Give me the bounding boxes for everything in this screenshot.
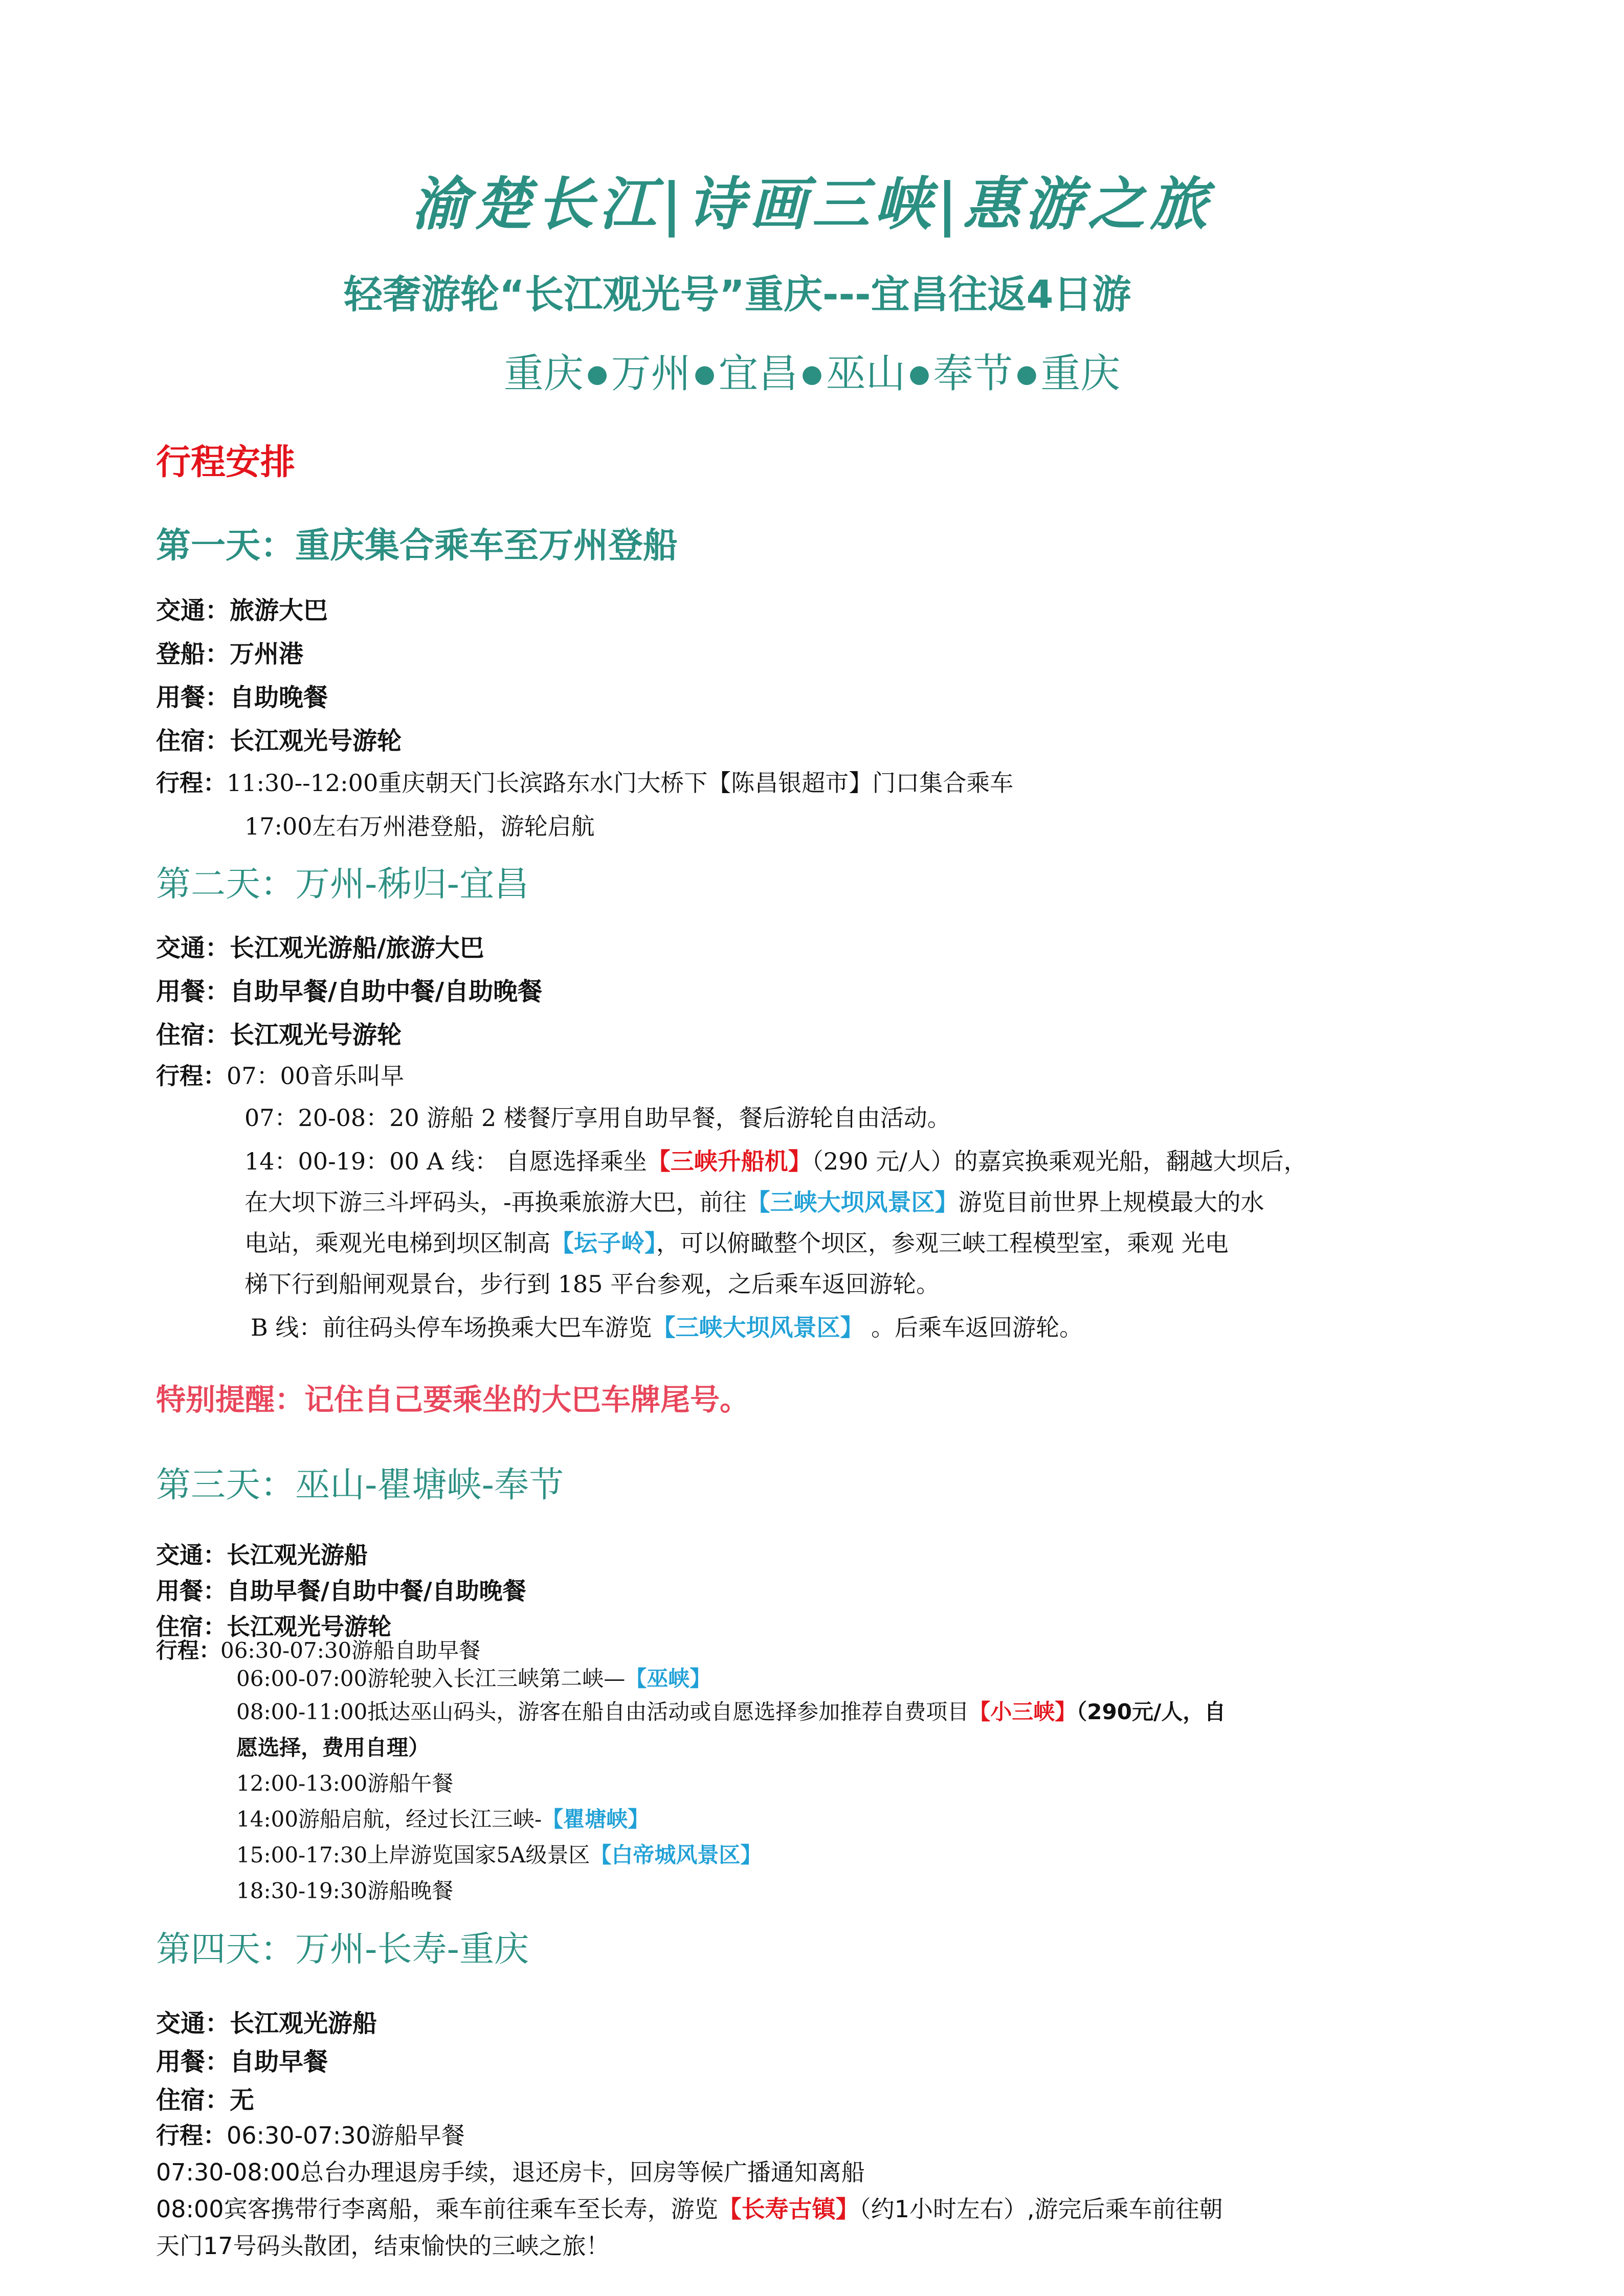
text: 08:00-11:00抵达巫山码头，游客在船自由活动或自愿选择参加推荐自费项目: [236, 1699, 969, 1724]
text: 06:30-07:30游船早餐: [227, 2122, 465, 2149]
value: 自助早餐/自助中餐/自助晚餐: [230, 977, 543, 1006]
label: 用餐：: [156, 683, 230, 712]
highlight: 【三峡大坝风景区】: [746, 1188, 959, 1216]
route-stop: 巫山: [826, 351, 906, 397]
day3-itinerary-line: [236, 1695, 1226, 1726]
day3-itinerary-line: 18:30-19:30游船晚餐: [236, 1878, 454, 1903]
text: 11:30--12:00重庆朝天门长滨路东水门大桥下: [227, 769, 708, 797]
text: 14：00-19：00 A 线： 自愿选择乘坐: [244, 1147, 647, 1175]
route-line: [0, 342, 1624, 399]
route-separator: ●: [694, 359, 716, 388]
value: 自助早餐/自助中餐/自助晚餐: [227, 1577, 526, 1605]
day2-itinerary-line: [156, 1057, 404, 1091]
day3-heading: 第三天：巫山-瞿塘峡-奉节: [156, 1465, 564, 1505]
route-stop: 重庆: [1040, 351, 1121, 397]
day3-itinerary-line: [156, 1634, 480, 1664]
text: 14:00游船启航，经过长江三峡-: [236, 1807, 542, 1832]
day4-itinerary-line: [156, 2117, 465, 2151]
day3-itinerary-line: [236, 1838, 762, 1869]
route-separator: ●: [1016, 359, 1038, 388]
day2-heading: 第二天：万州-秭归-宜昌: [156, 864, 529, 905]
day3-itinerary-line: [236, 1662, 711, 1693]
route-stop: 奉节: [933, 351, 1013, 397]
route-stop: 宜昌: [718, 351, 798, 397]
section-title: 行程安排: [156, 442, 296, 483]
value: 旅游大巴: [230, 596, 328, 625]
text: 游览目前世界上规模最大的水: [958, 1188, 1264, 1216]
special-reminder: 特别提醒：记住自己要乘坐的大巴车牌尾号。: [156, 1382, 750, 1417]
label: 用餐：: [156, 2047, 230, 2076]
text: 08:00宾客携带行李离船，乘车前往乘车至长寿，游览: [156, 2195, 718, 2223]
highlight: 【坛子岭】: [550, 1229, 656, 1257]
text: 门口集合乘车: [872, 769, 1014, 797]
day1-meal: [156, 678, 328, 713]
label: 交通：: [156, 596, 230, 625]
label: 交通：: [156, 934, 230, 962]
day2-itinerary-line: [244, 1225, 1229, 1258]
text: 。后乘车返回游轮。: [863, 1314, 1083, 1341]
highlight: 【小三峡】: [969, 1699, 1077, 1724]
label: 住宿：: [156, 727, 230, 755]
day4-stay: [156, 2080, 254, 2115]
day1-stay: [156, 721, 402, 756]
route-separator: ●: [586, 359, 608, 388]
page-subtitle: 轻奢游轮“长江观光号”重庆---宜昌往返4日游: [344, 272, 1131, 317]
text: 【陈昌银超市】: [707, 769, 873, 797]
value: 长江观光游船/旅游大巴: [230, 934, 484, 962]
route-stop: 重庆: [503, 351, 584, 397]
day3-itinerary-line: 12:00-13:00游船午餐: [236, 1771, 454, 1796]
text: （290 元/人）的嘉宾换乘观光船，翻越大坝后，: [811, 1147, 1307, 1175]
day1-itinerary-line: [156, 764, 1013, 798]
day1-transport: [156, 591, 328, 626]
highlight: 【三峡升船机】: [647, 1147, 812, 1175]
day1-heading: 第一天：重庆集合乘车至万州登船: [156, 526, 678, 566]
value: 长江观光号游轮: [230, 1021, 402, 1049]
text: （290元/人，自: [1076, 1699, 1226, 1724]
day4-itinerary-line: 07:30-08:00总台办理退房手续，退还房卡，回房等候广播通知离船: [156, 2158, 865, 2186]
label: 用餐：: [156, 1577, 227, 1605]
route-separator: ●: [801, 359, 823, 388]
day2-itinerary-line: [244, 1143, 1307, 1177]
day3-transport: [156, 1537, 368, 1570]
text: 06:00-07:00游轮驶入长江三峡第二峡—: [236, 1666, 626, 1691]
day2-transport: [156, 928, 484, 963]
text: （约1小时左右）,游完后乘车前往朝: [859, 2195, 1223, 2223]
text: 电站，乘观光电梯到坝区制高: [244, 1229, 550, 1257]
day3-meal: [156, 1572, 526, 1606]
highlight: 【长寿古镇】: [718, 2195, 859, 2223]
day1-itinerary-line: 17:00左右万州港登船，游轮启航: [244, 813, 595, 840]
value: 长江观光游船: [227, 1541, 368, 1569]
day1-board: [156, 634, 303, 669]
value: 万州港: [230, 640, 304, 668]
value: 长江观光游船: [230, 2009, 377, 2038]
label: 登船：: [156, 640, 230, 668]
route-stop: 万州: [611, 351, 691, 397]
value: 无: [230, 2086, 255, 2114]
highlight: 【白帝城风景区】: [590, 1842, 762, 1867]
day4-itinerary-line: 天门17号码头散团，结束愉快的三峡之旅！: [156, 2232, 610, 2260]
day4-transport: [156, 2004, 377, 2039]
label: 住宿：: [156, 1021, 230, 1049]
value: 自助早餐: [230, 2047, 328, 2076]
label: 住宿：: [156, 1613, 227, 1640]
day4-heading: 第四天：万州-长寿-重庆: [156, 1929, 529, 1970]
day4-meal: [156, 2042, 328, 2077]
text: 06:30-07:30游船自助早餐: [220, 1638, 481, 1663]
day3-itinerary-line: [236, 1803, 649, 1833]
label: 住宿：: [156, 2086, 230, 2114]
label: 行程：: [156, 2122, 227, 2149]
day2-itinerary-line: [244, 1184, 1264, 1218]
day2-itinerary-line: 梯下行到船闸观景台，步行到 185 平台参观，之后乘车返回游轮。: [244, 1270, 940, 1298]
value: 自助晚餐: [230, 683, 328, 712]
text: 07：00音乐叫早: [227, 1062, 405, 1090]
label: 用餐：: [156, 977, 230, 1006]
label: 行程：: [156, 769, 227, 797]
day2-itinerary-line: [251, 1309, 1083, 1343]
label: 行程：: [156, 1062, 227, 1090]
label: 交通：: [156, 1541, 227, 1569]
highlight: 【三峡大坝风景区】: [652, 1314, 864, 1341]
route-separator: ●: [908, 359, 930, 388]
page-title: 渝楚长江|诗画三峡|惠游之旅: [411, 171, 1213, 238]
text: 在大坝下游三斗坪码头，-再换乘旅游大巴，前往: [244, 1188, 747, 1216]
highlight: 【巫峡】: [625, 1666, 711, 1691]
day4-itinerary-line: [156, 2191, 1222, 2224]
text: B 线：前往码头停车场换乘大巴车游览: [251, 1314, 652, 1341]
day2-meal: [156, 972, 542, 1007]
value: 长江观光号游轮: [230, 727, 402, 755]
value: 长江观光号游轮: [227, 1613, 391, 1640]
day3-itinerary-line: 愿选择，费用自理）: [236, 1735, 430, 1760]
label: 交通：: [156, 2009, 230, 2038]
label: 行程：: [156, 1638, 221, 1663]
day2-stay: [156, 1015, 402, 1050]
text: 15:00-17:30上岸游览国家5A级景区: [236, 1842, 590, 1867]
text: ，可以俯瞰整个坝区，参观三峡工程模型室，乘观 光电: [656, 1229, 1229, 1257]
day2-itinerary-line: 07：20-08：20 游船 2 楼餐厅享用自助早餐，餐后游轮自由活动。: [244, 1104, 951, 1132]
highlight: 【瞿塘峡】: [542, 1807, 650, 1832]
